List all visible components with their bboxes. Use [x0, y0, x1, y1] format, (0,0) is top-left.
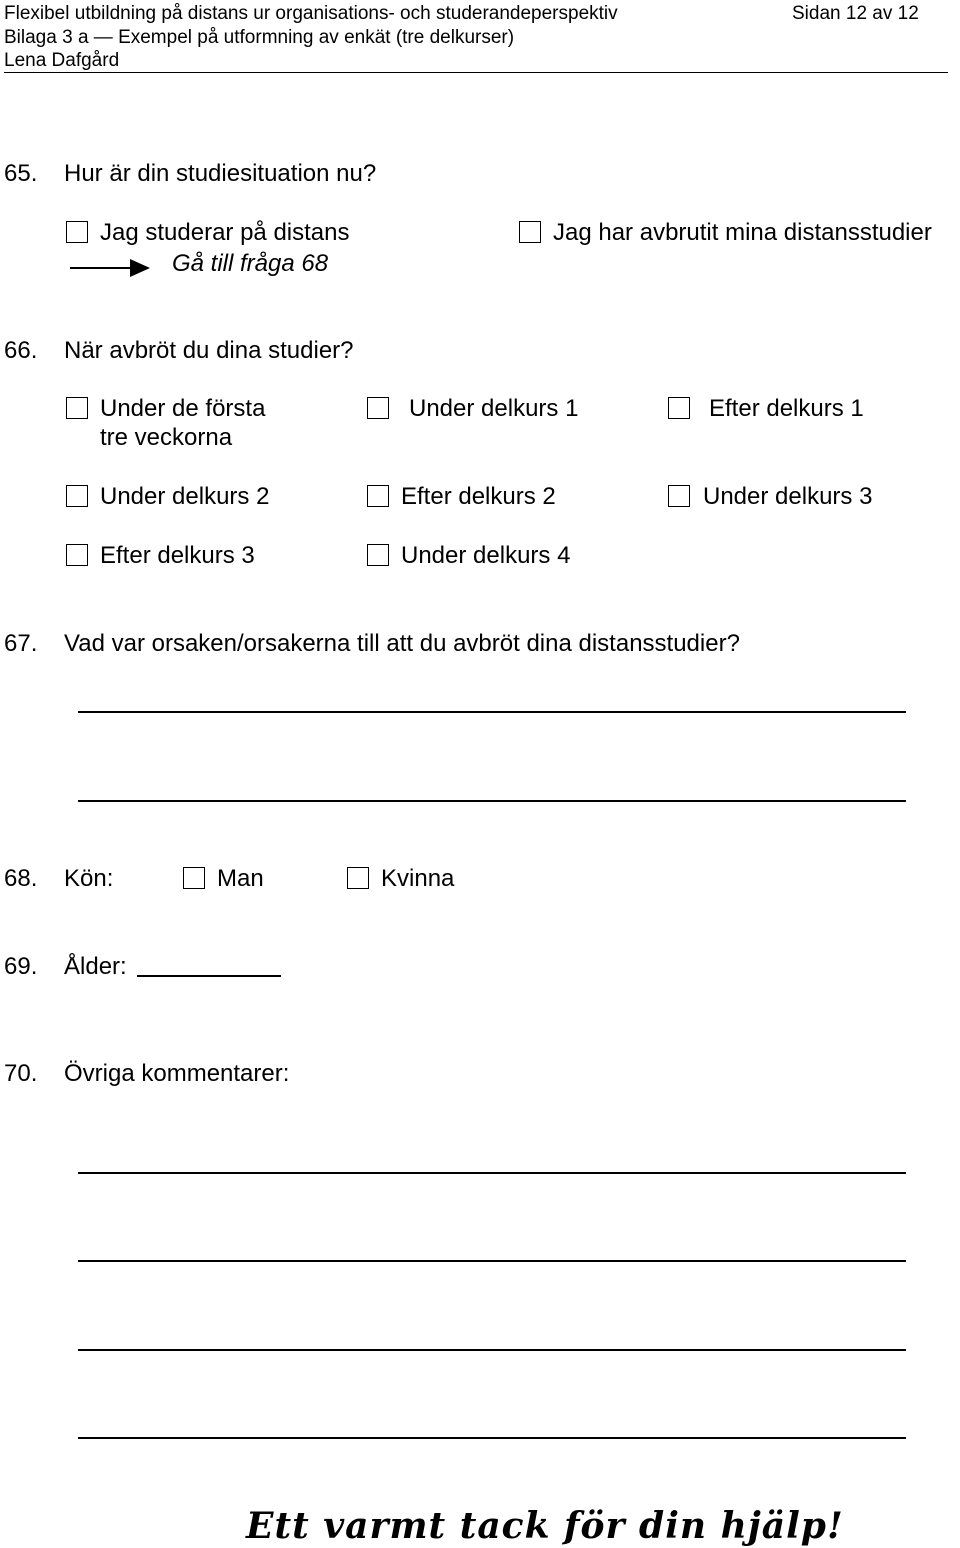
- option-after-course-3: Efter delkurs 3: [100, 542, 255, 569]
- option-first-three-weeks: Under de första: [100, 395, 266, 422]
- option-during-course-1: Under delkurs 1: [409, 395, 579, 422]
- checkbox-woman[interactable]: [347, 867, 369, 889]
- option-during-course-2: Under delkurs 2: [100, 483, 270, 510]
- option-quit-distance: Jag har avbrutit mina distansstudier: [553, 219, 932, 246]
- header-divider: [4, 72, 948, 73]
- comment-line-3[interactable]: [78, 1349, 906, 1351]
- question-68-text: Kön:: [64, 865, 114, 892]
- document-subtitle: Bilaga 3 a — Exempel på utformning av enkät (tre delkurser): [4, 27, 515, 48]
- thank-you-message: Ett varmt tack för din hjälp!: [246, 1505, 844, 1547]
- age-answer-line[interactable]: [137, 975, 281, 977]
- document-title: Flexibel utbildning på distans ur organisations- och studerandeperspektiv: [4, 3, 618, 24]
- checkbox-during-course-3[interactable]: [668, 485, 690, 507]
- checkbox-quit-distance[interactable]: [519, 221, 541, 243]
- checkbox-studying-distance[interactable]: [66, 221, 88, 243]
- question-67-number: 67.: [4, 630, 38, 657]
- question-69-number: 69.: [4, 953, 38, 980]
- comment-line-1[interactable]: [78, 1172, 906, 1174]
- question-70-number: 70.: [4, 1060, 38, 1087]
- option-man: Man: [217, 865, 264, 892]
- checkbox-first-three-weeks[interactable]: [66, 397, 88, 419]
- question-66-number: 66.: [4, 337, 38, 364]
- arrow-head-icon: [130, 259, 150, 277]
- checkbox-during-course-4[interactable]: [367, 544, 389, 566]
- answer-line-67-1[interactable]: [78, 711, 906, 713]
- checkbox-after-course-2[interactable]: [367, 485, 389, 507]
- option-during-course-4: Under delkurs 4: [401, 542, 571, 569]
- question-65-text: Hur är din studiesituation nu?: [64, 160, 377, 187]
- question-66-text: När avbröt du dina studier?: [64, 337, 354, 364]
- question-70-text: Övriga kommentarer:: [64, 1060, 290, 1087]
- question-69-text: Ålder:: [64, 953, 127, 980]
- option-woman: Kvinna: [381, 865, 455, 892]
- option-during-course-3: Under delkurs 3: [703, 483, 873, 510]
- option-after-course-2: Efter delkurs 2: [401, 483, 556, 510]
- question-65-number: 65.: [4, 160, 38, 187]
- document-author: Lena Dafgård: [4, 50, 120, 71]
- option-studying-distance: Jag studerar på distans: [100, 219, 350, 246]
- checkbox-man[interactable]: [183, 867, 205, 889]
- question-68-number: 68.: [4, 865, 38, 892]
- option-after-course-1: Efter delkurs 1: [709, 395, 864, 422]
- checkbox-during-course-1[interactable]: [367, 397, 389, 419]
- comment-line-2[interactable]: [78, 1260, 906, 1262]
- checkbox-after-course-1[interactable]: [668, 397, 690, 419]
- page-number: Sidan 12 av 12: [792, 3, 919, 24]
- option-first-three-weeks-cont: tre veckorna: [100, 424, 233, 451]
- question-67-text: Vad var orsaken/orsakerna till att du avbröt dina distansstudier?: [64, 630, 740, 657]
- answer-line-67-2[interactable]: [78, 800, 906, 802]
- arrow-right-icon: [70, 267, 132, 269]
- skip-to-question-68: Gå till fråga 68: [172, 250, 329, 277]
- checkbox-during-course-2[interactable]: [66, 485, 88, 507]
- comment-line-4[interactable]: [78, 1437, 906, 1439]
- checkbox-after-course-3[interactable]: [66, 544, 88, 566]
